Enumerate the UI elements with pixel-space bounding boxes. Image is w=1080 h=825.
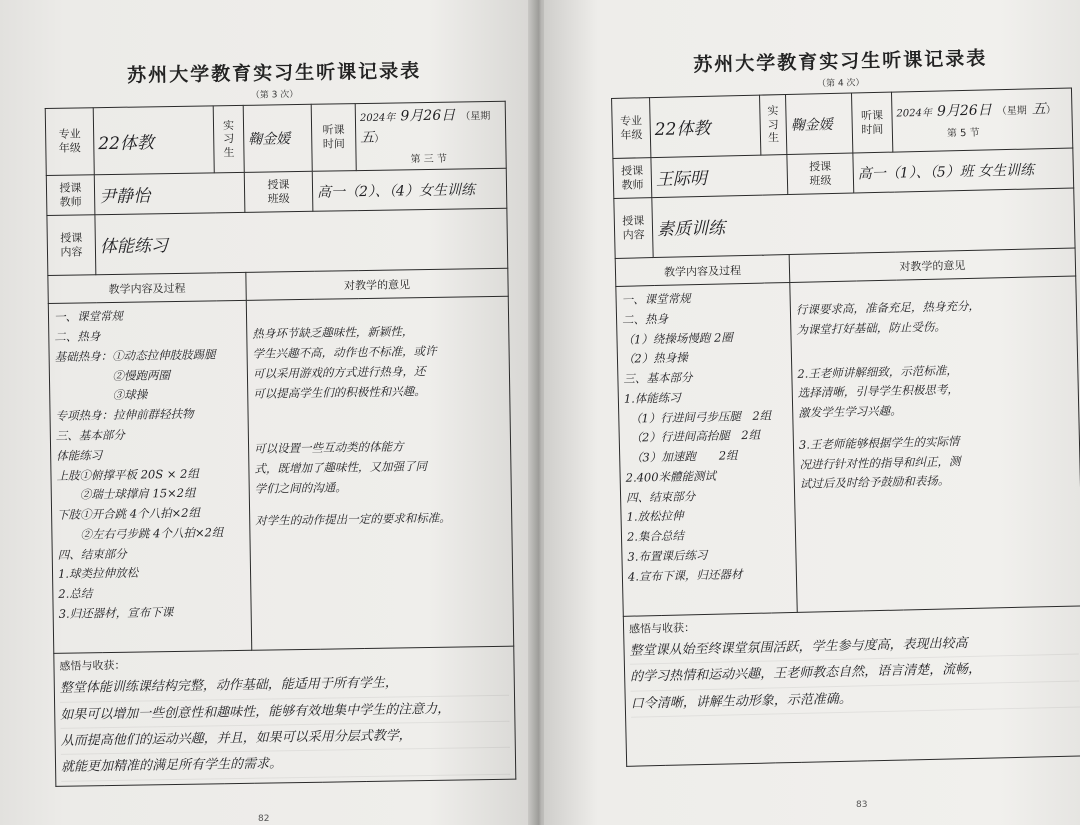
process-line: 3.归还器材，宣布下课 [58, 604, 174, 621]
process-line: 二、热身 [54, 329, 101, 345]
time-label: 听课 时间 [311, 104, 356, 172]
process-line: 2.总结 [58, 586, 93, 601]
opinion-line: 2.王老师讲解细致，示范标准， [797, 362, 958, 381]
left-page [0, 0, 536, 825]
opinion-line: 激发学生学习兴趣。 [798, 403, 902, 420]
class-value: 高一（1）、（5）班 女生训练 [853, 148, 1074, 193]
reflection-line: 的学习热情和运动兴趣，王老师教态自然，语言清楚，流畅， [630, 655, 1079, 692]
opinion-line: 对学生的动作提出一定的要求和标准。 [255, 510, 451, 528]
reflection-line: 整堂体能训练课结构完整，动作基础，能适用于所有学生， [60, 669, 509, 702]
content-label: 授课 内容 [47, 215, 96, 276]
intern-value: 鞠金媛 [243, 104, 312, 172]
reflection-text [60, 669, 511, 781]
opinion-line: 况进行针对性的指导和纠正，测 [799, 453, 961, 472]
class-value: 高一（2）、（4）女生训练 [312, 169, 507, 212]
reflection-line: 口令清晰，讲解生动形象，示范准确。 [631, 681, 1080, 718]
opinion-list [795, 281, 1075, 495]
process-line: 2.集合总结 [626, 528, 685, 544]
process-line: 1.体能练习 [623, 390, 681, 406]
teacher-value: 尹静怡 [94, 173, 245, 215]
process-cell [48, 301, 251, 654]
teacher-label: 授课 教师 [613, 158, 652, 199]
form-title: 苏州大学教育实习生听课记录表 [127, 60, 422, 87]
process-line: ②左右弓步跳 4个八拍×2组 [57, 525, 224, 542]
class-label: 授课 班级 [787, 153, 854, 194]
opinion-header: 对教学的意见 [246, 269, 508, 301]
process-line: 二、热身 [621, 311, 669, 327]
process-list [54, 305, 246, 624]
record-table [45, 101, 517, 787]
major-grade-value: 22体教 [650, 95, 761, 157]
process-line: 专项热身：拉伸前群轻扶物 [55, 406, 194, 424]
time-label: 听课 时间 [851, 92, 892, 153]
form-subtitle: （第 4 次） [816, 78, 865, 90]
process-line: （1）行进间弓步压腿 2组 [624, 408, 772, 426]
process-line: 上肢①俯撑平板 20S × 2组 [56, 466, 200, 483]
intern-label: 实 习 生 [213, 105, 244, 173]
reflection-line: 就能更加精准的满足所有学生的需求。 [61, 748, 510, 781]
process-line: 2.400米體能测试 [625, 468, 717, 485]
process-line: 3.布置课后练习 [627, 547, 708, 564]
opinion-line: 为课堂打好基础，防止受伤。 [796, 319, 946, 337]
opinion-line: 可以采用游戏的方式进行热身，还 [252, 363, 426, 381]
process-line: 基础热身：①动态拉伸肢肢踢腿 [54, 347, 216, 364]
time-value: 2024年 9月26日 （星期 五） 第 三 节 [355, 101, 506, 171]
process-line: 一、课堂常规 [53, 309, 124, 325]
process-header: 教学内容及过程 [615, 254, 790, 286]
teacher-label: 授课 教师 [46, 175, 95, 216]
major-grade-value: 22体教 [93, 106, 214, 175]
opinion-line: 学生兴趣不高，动作也不标准，或许 [252, 344, 437, 361]
reflection-cell [54, 647, 516, 787]
opinion-list [252, 301, 507, 531]
major-grade-label: 专业 年级 [612, 98, 651, 159]
reflection-line: 整堂课从始至终课堂氛围活跃，学生参与度高，表现出较高 [629, 629, 1078, 666]
process-line: 1.球类拉伸放松 [57, 565, 139, 582]
time-value: 2024年 9月26日 （星期 五） 第 5 节 [891, 88, 1072, 152]
opinion-line: 3.王老师能够根据学生的实际情 [798, 434, 960, 452]
opinion-line: 可以提高学生们的积极性和兴趣。 [253, 383, 426, 401]
class-label: 授课 班级 [244, 172, 313, 213]
opinion-line: 行课要求高，准备充足，热身充分， [795, 298, 981, 317]
form-subtitle: （第 3 次） [250, 90, 299, 101]
intern-value: 鞠金媛 [786, 93, 853, 154]
reflection-text [629, 629, 1080, 718]
process-line: 四、结束部分 [625, 488, 696, 505]
opinion-line: 热身环节缺乏趣味性，新颖性， [252, 324, 414, 342]
process-line: 三、基本部分 [55, 427, 125, 443]
reflection-label: 感悟与收获： [628, 621, 696, 636]
opinion-cell [790, 276, 1080, 612]
reflection-line: 如果可以增加一些创意性和趣味性，能够有效地集中学生的注意力， [60, 696, 509, 729]
reflection-cell [623, 606, 1080, 766]
process-line: ③球操 [55, 387, 148, 404]
opinion-header: 对教学的意见 [789, 248, 1076, 282]
process-line: （2）热身操 [622, 350, 688, 367]
process-line: 三、基本部分 [623, 370, 693, 386]
opinion-cell [246, 297, 513, 651]
process-line: 四、结束部分 [57, 546, 127, 562]
process-line: ②瑞士球撑肩 15×2组 [56, 485, 196, 503]
process-line: （2）行进间高抬腿 2组 [624, 428, 761, 446]
process-line: （3）加速跑 2组 [625, 448, 738, 465]
form-title: 苏州大学教育实习生听课记录表 [693, 47, 988, 77]
opinion-line: 式，既增加了趣味性，又加强了同 [254, 459, 428, 476]
intern-label: 实 习 生 [760, 95, 787, 156]
process-line: 4.宣布下课，归还器材 [627, 566, 743, 584]
major-grade-label: 专业 年级 [45, 108, 94, 176]
teacher-value: 王际明 [651, 155, 788, 198]
opinion-line: 学们之间的沟通。 [254, 480, 347, 496]
page-number: 82 [258, 814, 270, 824]
process-header: 教学内容及过程 [48, 273, 246, 304]
process-line: 1.放松拉伸 [626, 508, 684, 525]
process-line: （1）绕操场慢跑 2圈 [622, 329, 733, 347]
opinion-line: 选择清晰，引导学生积极思考， [797, 382, 959, 401]
opinion-line: 试过后及时给予鼓励和表扬。 [799, 473, 950, 492]
right-form [610, 42, 1080, 767]
process-cell [616, 282, 797, 616]
process-line: 一、课堂常规 [621, 291, 691, 307]
process-list [621, 287, 791, 587]
reflection-line: 从而提高他们的运动兴趣，并且，如果可以采用分层式教学， [60, 722, 509, 755]
content-value: 体能练习 [95, 209, 508, 275]
right-page [544, 0, 1080, 825]
opinion-line: 可以设置一些互动类的体能方 [253, 439, 404, 457]
record-table [611, 88, 1080, 767]
content-label: 授课 内容 [614, 198, 653, 259]
process-line: 下肢①开合跳 4个八拍×2组 [57, 505, 201, 522]
left-form [44, 55, 515, 787]
content-value: 素质训练 [652, 188, 1075, 258]
page-number: 83 [856, 800, 868, 810]
process-line: 体能练习 [56, 447, 103, 463]
process-line: ②慢跑两圈 [54, 367, 171, 384]
reflection-label: 感悟与收获： [59, 659, 126, 674]
